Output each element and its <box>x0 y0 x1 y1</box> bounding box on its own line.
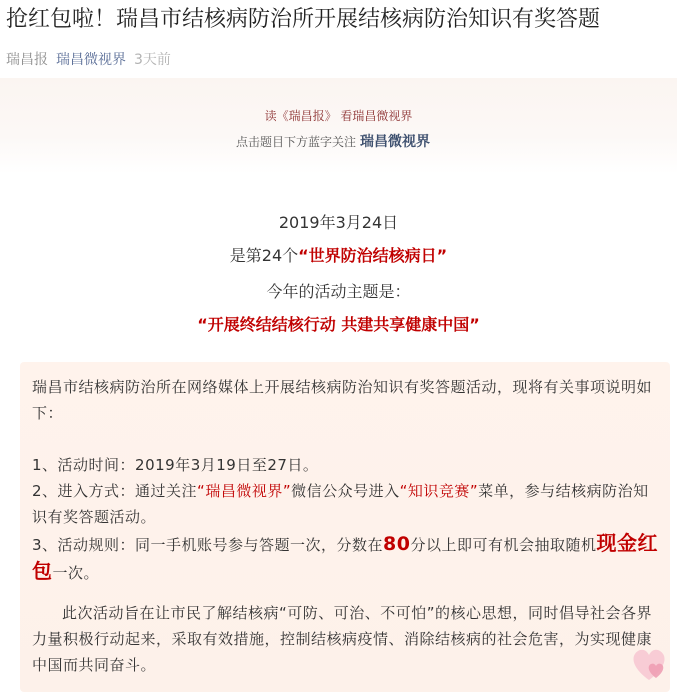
publish-time: 3天前 <box>134 52 171 68</box>
follow-account-link[interactable]: 瑞昌微视界 <box>360 134 431 150</box>
rule-entry-menu: “知识竞赛” <box>399 482 479 500</box>
rule-scoring <box>32 530 662 586</box>
rule-score-value: 80 <box>383 533 411 555</box>
rule-entry-text-c: 微信公众号进入 <box>291 482 400 500</box>
notice-box <box>20 362 670 692</box>
theme-label: 今年的活动主题是： <box>266 282 411 301</box>
article-meta <box>6 50 171 70</box>
notice-purpose: 此次活动旨在让市民了解结核病“可防、可治、不可怕”的核心思想，同时倡导社会各界力量积极行动起来，采取有效措施，控制结核病疫情、消除结核病的社会危害，为实现健康中国而共同奋斗。 <box>32 604 653 674</box>
notice-intro: 瑞昌市结核病防治所在网络媒体上开展结核病防治知识有奖答题活动，现将有关事项说明如下： <box>32 378 653 422</box>
article-title: 抢红包啦！瑞昌市结核病防治所开展结核病防治知识有奖答题 <box>6 7 601 32</box>
article-source: 瑞昌报 <box>6 52 48 68</box>
rule-entry-text-e: 菜单，参与结核病防治知识有奖答题活动。 <box>32 482 649 526</box>
event-day-prefix: 是第24个 <box>229 246 299 265</box>
theme-slogan: “开展终结结核行动 共建共享健康中国” <box>197 315 480 334</box>
rule-entry-text-a: 2、进入方式：通过关注 <box>32 482 198 500</box>
rule-scoring-text-c: 一次。 <box>52 564 100 582</box>
rule-entry-account: “瑞昌微视界” <box>197 482 292 500</box>
rule-scoring-text-a: 3、活动规则：同一手机账号参与答题一次，分数在 <box>32 536 384 554</box>
follow-hint-text: 点击题目下方蓝字关注 <box>236 135 357 149</box>
event-date: 2019年3月24日 <box>278 213 399 232</box>
follow-banner <box>0 78 677 174</box>
event-day-name: “世界防治结核病日” <box>298 246 448 265</box>
rule-scoring-text-b: 分以上即可有机会抽取随机 <box>410 536 597 554</box>
account-link[interactable]: 瑞昌微视界 <box>56 52 126 68</box>
rule-prize: 现金红包 <box>32 531 659 583</box>
banner-follow-hint <box>236 132 430 152</box>
rule-entry <box>32 478 662 530</box>
event-day-line <box>0 245 677 267</box>
banner-slogan: 读《瑞昌报》 看瑞昌微视界 <box>264 109 413 123</box>
rule-time: 1、活动时间：2019年3月19日至27日。 <box>32 456 319 474</box>
heart-decoration-icon <box>626 640 672 686</box>
